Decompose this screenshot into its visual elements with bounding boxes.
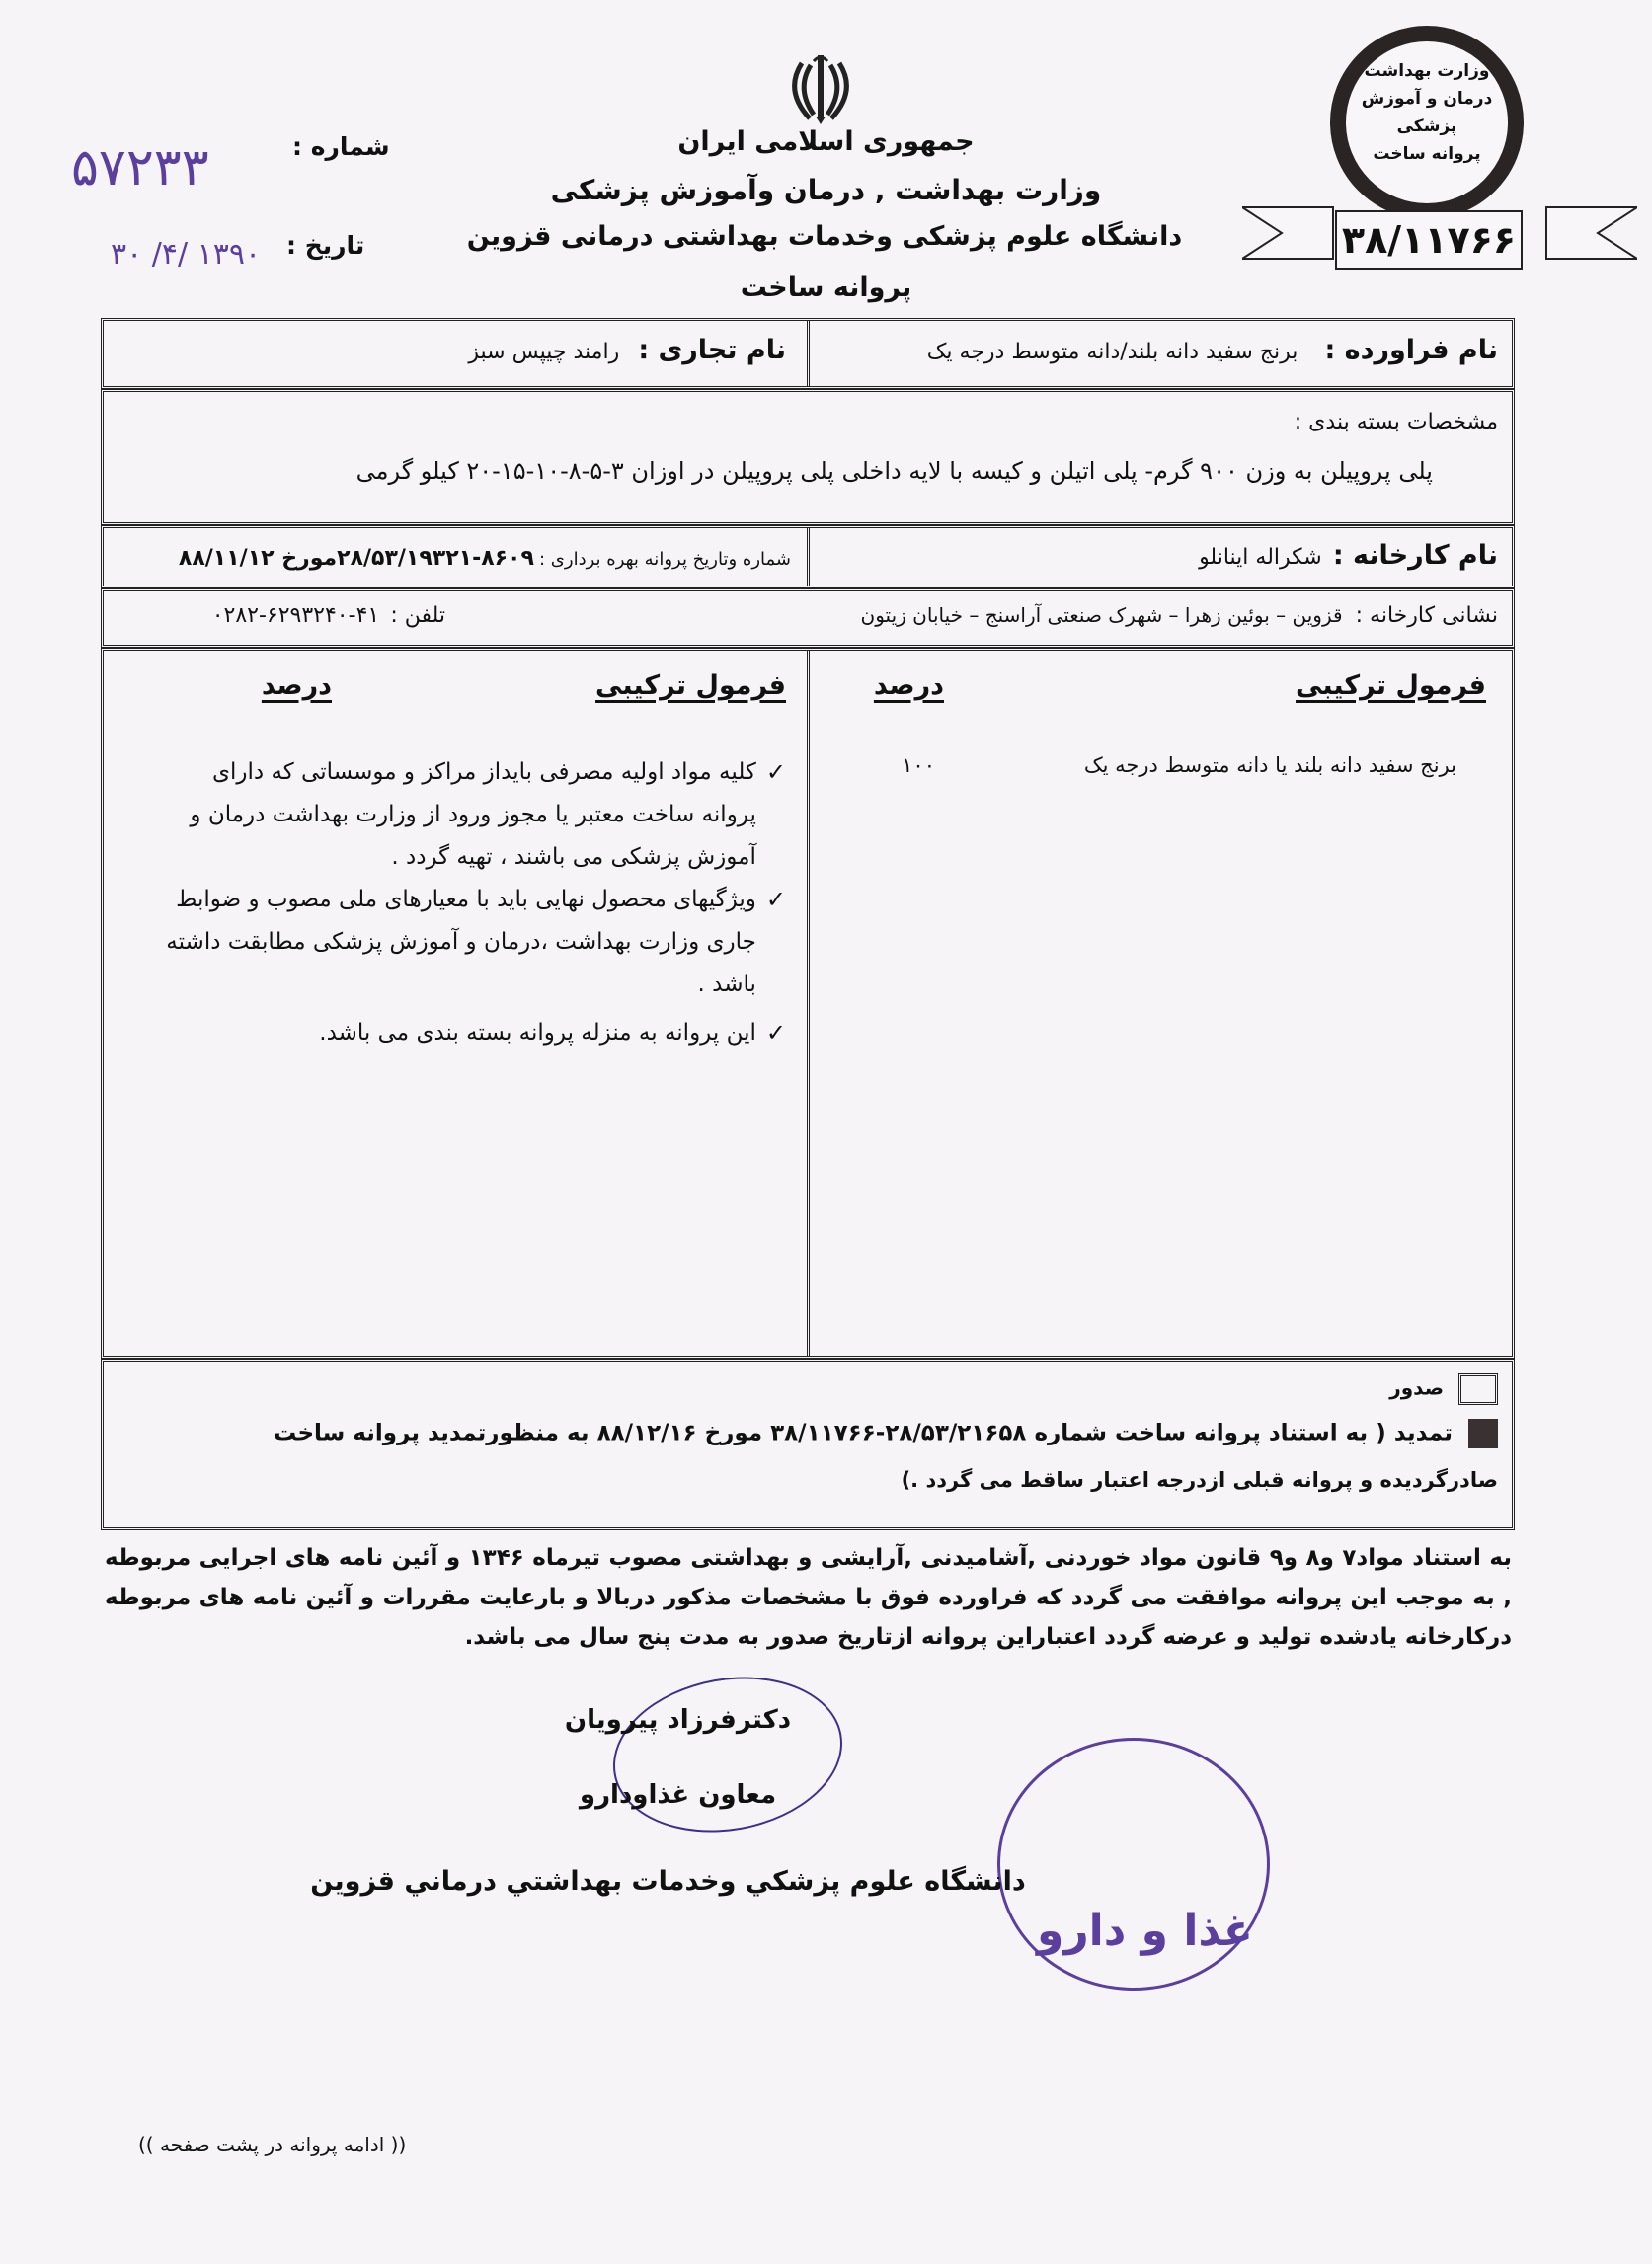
handwritten-number: ۵۷۲۳۳ xyxy=(71,138,209,197)
renewal-checkbox[interactable] xyxy=(1468,1419,1498,1448)
signature-mark xyxy=(600,1660,854,1849)
signatory-title: معاون غذاودارو xyxy=(579,1780,777,1810)
issue-checkbox[interactable] xyxy=(1458,1373,1498,1405)
continued-note: (( ادامه پروانه در پشت صفحه )) xyxy=(138,2133,407,2156)
note-text: کلیه مواد اولیه مصرفی بایداز مراکز و موسساتی که دارای پروانه ساخت معتبر یا مجوز ورود از وزارت بهداشت درمان و آموزش پزشکی می باشند ، تهیه گردد . xyxy=(190,759,756,870)
stamp-text: غذا و دارو xyxy=(1037,1906,1253,1956)
legal-statement: به استناد مواد۷ و۸ و۹ قانون مواد خوردنی ,آشامیدنی ,آرایشی و بهداشتی مصوب تیرماه ۱۳۴۶ و آئین نامه های اجرایی مربوطه , به موجب این پروانه موافقت می گردد که فراورده فوق با مشخصات مذکور دربالا و بارعایت مقررات و آئین نامه های مربوطه درکارخانه یادشده تولید و عرضه گردد اعتباراین پروانه ازتاریخ صدور به مدت پنج سال می باشد. xyxy=(105,1545,1512,1650)
signatory-org: دانشگاه علوم پزشكي وخدمات بهداشتي درماني قزوين xyxy=(310,1866,1026,1897)
address-row xyxy=(101,588,1515,648)
packaging-label: مشخصات بسته بندی : xyxy=(1294,410,1498,434)
ingredient-name: برنج سفید دانه بلند یا دانه متوسط درجه یک xyxy=(1083,753,1456,777)
renewal-text-continued: صادرگردیده و پروانه قبلی ازدرجه اعتبار ساقط می گردد .) xyxy=(901,1468,1498,1492)
factory-name-label: نام کارخانه : xyxy=(1332,540,1498,571)
percent-header-right: درصد xyxy=(873,670,944,701)
license-number: ۳۸/۱۱۷۶۶ xyxy=(1335,210,1523,270)
ingredient-percent: ۱۰۰ xyxy=(902,753,935,777)
ministry-title: وزارت بهداشت , درمان وآموزش پزشکی xyxy=(550,174,1102,206)
factory-name-value: شکراله اینانلو xyxy=(1199,545,1322,570)
note-text: این پروانه به منزله پروانه بسته بندی می باشد. xyxy=(319,1020,756,1046)
number-label: شماره : xyxy=(292,132,390,161)
checkmark-icon: ✓ xyxy=(765,886,786,913)
university-title: دانشگاه علوم پزشکی وخدمات بهداشتی درمانی قزوین xyxy=(466,221,1183,252)
badge-line: پزشکی xyxy=(1396,117,1457,136)
formula-header-right: فرمول ترکیبی xyxy=(1296,670,1486,701)
permit-label: شماره وتاریخ پروانه بهره برداری : xyxy=(539,549,791,570)
note-item xyxy=(154,751,786,879)
percent-header-left: درصد xyxy=(261,670,332,701)
factory-name-field xyxy=(1199,540,1498,571)
renewal-option[interactable] xyxy=(274,1419,1498,1448)
packaging-value: پلی پروپیلن به وزن ۹۰۰ گرم- پلی اتیلن و کیسه با لایه داخلی پلی پروپیلن در اوزان ۳-۵-۸-۱۰-۱۵-۲۰ کیلو گرمی xyxy=(355,457,1433,485)
address-field xyxy=(861,603,1498,628)
permit-field xyxy=(179,546,791,571)
permit-value: ۸۶۰۹-۲۸/۵۳/۱۹۳۲۱مورخ ۸۸/۱۱/۱۲ xyxy=(178,546,534,571)
brand-name-value: رامند چیپس سبز xyxy=(468,340,620,364)
product-name-field xyxy=(927,335,1498,365)
badge-line: پروانه ساخت xyxy=(1373,144,1481,164)
formula-row xyxy=(101,648,1515,1359)
note-text: ویژگیهای محصول نهایی باید با معیارهای ملی مصوب و ضوابط جاری وزارت بهداشت ،درمان و آموزش پزشکی مطابقت داشته باشد . xyxy=(166,887,756,997)
badge-line: وزارت بهداشت xyxy=(1364,61,1490,81)
issuance-row xyxy=(101,1359,1515,1530)
badge-line: درمان و آموزش xyxy=(1361,89,1493,109)
renewal-text: تمدید ( به استناد پروانه ساخت شماره ۲۸/۵۳/۲۱۶۵۸-۳۸/۱۱۷۶۶ مورخ ۸۸/۱۲/۱۶ به منظورتمدید پروانه ساخت xyxy=(274,1420,1453,1446)
iran-emblem-icon xyxy=(786,51,855,125)
address-label: نشانی کارخانه : xyxy=(1355,603,1498,628)
phone-field xyxy=(212,603,445,628)
issue-option[interactable] xyxy=(1389,1373,1498,1405)
date-label: تاریخ : xyxy=(286,231,365,260)
checkmark-icon: ✓ xyxy=(765,1019,786,1047)
address-value: قزوین – بوئین زهرا – شهرک صنعتی آراسنج – خیابان زیتون xyxy=(860,603,1343,627)
phone-value: ۴۱-۶۲۹۳۲۴۰-۰۲۸۲ xyxy=(211,603,380,628)
issue-label: صدور xyxy=(1389,1375,1445,1400)
phone-label: تلفن : xyxy=(390,603,445,628)
notes-list xyxy=(154,751,786,1054)
packaging-row xyxy=(101,389,1515,525)
formula-header-left: فرمول ترکیبی xyxy=(595,670,786,701)
country-title: جمهوری اسلامی ایران xyxy=(677,126,975,157)
document-title: پروانه ساخت xyxy=(740,273,912,303)
factory-row xyxy=(101,525,1515,588)
product-name-value: برنج سفید دانه بلند/دانه متوسط درجه یک xyxy=(926,340,1298,364)
checkmark-icon: ✓ xyxy=(765,758,786,786)
badge-text xyxy=(1343,57,1511,168)
signatory-name: دکترفرزاد پیرویان xyxy=(564,1705,792,1735)
handwritten-date: ۱۳۹۰ /۴/ ۳۰ xyxy=(111,237,262,272)
brand-name-label: نام تجاری : xyxy=(638,335,786,365)
product-row xyxy=(101,318,1515,389)
brand-name-field xyxy=(468,335,786,365)
product-name-label: نام فراورده : xyxy=(1324,335,1498,365)
note-item xyxy=(154,879,786,1006)
note-item xyxy=(154,1012,786,1054)
